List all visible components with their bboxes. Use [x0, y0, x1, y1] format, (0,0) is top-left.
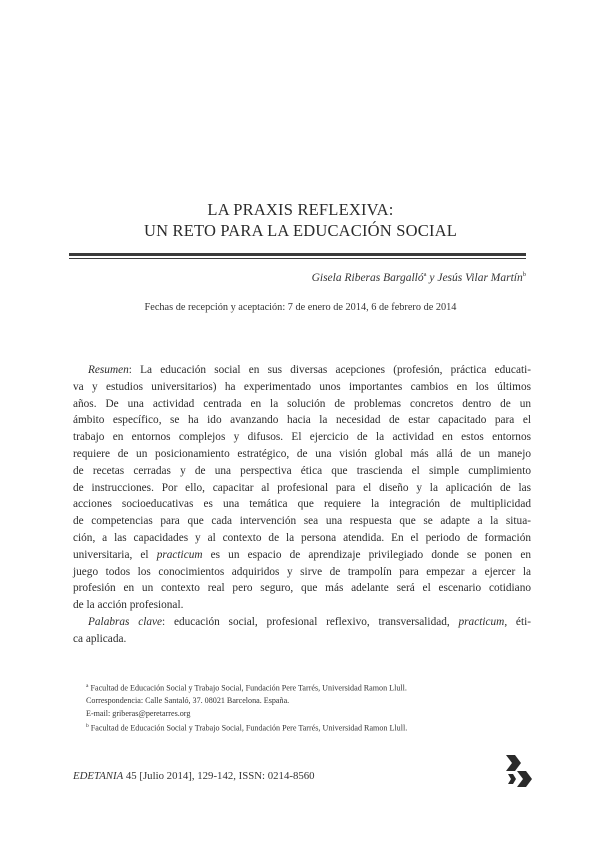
- abstract-line: años. De una actividad centrada en la solución de problemas concretos dentro de un: [73, 397, 531, 410]
- publisher-logo-icon: [504, 754, 534, 788]
- author-2-mark: b: [522, 271, 526, 278]
- article-title: [0, 199, 601, 241]
- keywords-line: Palabras clave: educación social, profesional reflexivo, transversalidad, practicum, éti-: [88, 615, 531, 628]
- abstract-line: requiere de un posicionamiento estratégico, de una visión global más allá de un manejo: [73, 447, 531, 460]
- abstract-label: Resumen: [88, 364, 129, 376]
- reception-dates: Fechas de recepción y aceptación: 7 de enero de 2014, 6 de febrero de 2014: [144, 302, 457, 313]
- abstract-line: universitaria, el practicum es un espacio de aprendizaje privilegiado donde se ponen en: [73, 548, 531, 561]
- keywords-line: ca aplicada.: [73, 632, 127, 645]
- abstract-line: juego todos los conocimientos adquiridos y sirve de trampolín para empezar a ejercer la: [73, 565, 531, 578]
- abstract-line: de instrucciones. Por ello, capacitar al profesional para el diseño y la aplicación de las: [73, 481, 531, 494]
- journal-name: EDETANIA: [73, 770, 124, 782]
- abstract-line: ción, a las capacidades y al contexto de la persona atendida. En el periodo de formación: [73, 531, 531, 544]
- title-rule-thick: [69, 253, 526, 256]
- practicum-term: practicum: [156, 548, 203, 561]
- author-2: Jesús Vilar Martín: [437, 271, 523, 284]
- footnote-b: $^b$ Facultad de Educación Social y Trabajo Social, Fundación Pere Tarrés, Universidad Ramon Llull.: [86, 723, 408, 734]
- abstract-line: trabajo en entornos complejos y difusos. El ejercicio de la actividad en estos entornos: [73, 431, 531, 444]
- journal-reference: [73, 770, 315, 782]
- abstract-line: de recetas cerradas y de una perspectiva ética que trascienda el simple cumplimiento: [73, 464, 531, 477]
- author-1: Gisela Riberas Bargalló: [311, 271, 424, 284]
- footnote-b-mark: b: [86, 723, 89, 730]
- author-connector: y: [426, 271, 438, 284]
- footnote-a-mark: a: [86, 683, 89, 689]
- keywords-label: Palabras clave: [88, 615, 163, 628]
- abstract: [73, 362, 531, 648]
- footnote-a-correspondence: Correspondencia: Calle Santaló, 37. 08021 Barcelona. España.: [86, 696, 290, 706]
- title-line-2: UN RETO PARA LA EDUCACIÓN SOCIAL: [143, 221, 458, 240]
- title-line-1: LA PRAXIS REFLEXIVA:: [207, 200, 394, 219]
- footnotes: [86, 680, 531, 736]
- footnote-a-email: E-mail: griberas@peretarres.org: [86, 708, 191, 718]
- title-rule-thin: [69, 258, 526, 259]
- abstract-line: va y estudios universitarios) ha experimentado unos importantes cambios en los últimos: [73, 380, 531, 393]
- author-1-mark: a: [423, 271, 427, 278]
- abstract-line: profesión en un contexto real pero seguro, que más adelante será el escenario cotidiano: [73, 582, 531, 595]
- abstract-line: de la acción profesional.: [73, 599, 184, 612]
- authors: [312, 271, 526, 284]
- abstract-line: ámbito específico, se ha ido avanzando hacia la necesidad de estar capacitado para el: [73, 414, 531, 427]
- journal-details: 45 [Julio 2014], 129-142, ISSN: 0214-8560: [123, 770, 315, 782]
- footnote-a: $^a$ Facultad de Educación Social y Trabajo Social, Fundación Pere Tarrés, Universidad Ramon Llull.: [86, 683, 407, 693]
- practicum-term: practicum: [458, 615, 505, 628]
- abstract-line: Resumen: La educación social en sus diversas acepciones (profesión, práctica educati-: [88, 364, 531, 376]
- abstract-line: acciones socioeducativas es una temática que requiere la integración de multiplicidad: [73, 498, 531, 511]
- abstract-line: de competencias para que cada intervención sea una respuesta que se adapte a la situa-: [73, 515, 531, 528]
